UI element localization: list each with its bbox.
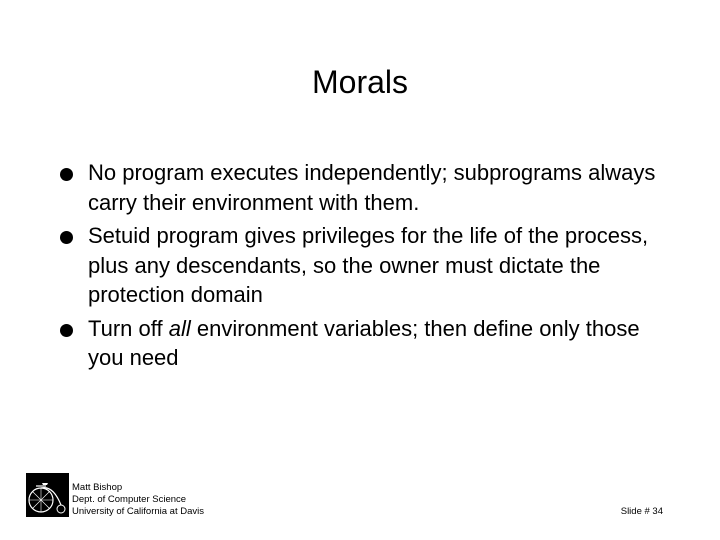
bullet-dot-icon: [60, 231, 73, 244]
bullet-text-segment: Turn off: [88, 315, 169, 341]
footer-department: Dept. of Computer Science: [72, 494, 187, 505]
bullet-item: [60, 221, 680, 310]
bullet-text-emphasis: all: [168, 315, 191, 341]
slide-number: Slide # 34: [620, 506, 663, 517]
bullet-text-segment: Setuid program gives privileges for the life of the process, plus any descendants, so the owner must dictate the protection domain: [88, 223, 649, 307]
bullet-dot-icon: [60, 168, 73, 181]
penny-farthing-bicycle-icon: [26, 473, 69, 517]
bullet-text-segment: No program executes independently; subprograms always carry their environment with them.: [88, 160, 656, 215]
footer-author: Matt Bishop: [72, 482, 123, 493]
slide-title: Morals: [311, 64, 408, 100]
bullet-dot-icon: [60, 324, 73, 337]
bullet-item: [60, 314, 680, 373]
bullet-list: [60, 158, 680, 377]
footer-university: University of California at Davis: [72, 506, 204, 517]
footer-credits: [72, 482, 204, 518]
bullet-item: [60, 158, 680, 217]
bullet-text-segment: environment variables; then define only those you need: [88, 315, 640, 370]
